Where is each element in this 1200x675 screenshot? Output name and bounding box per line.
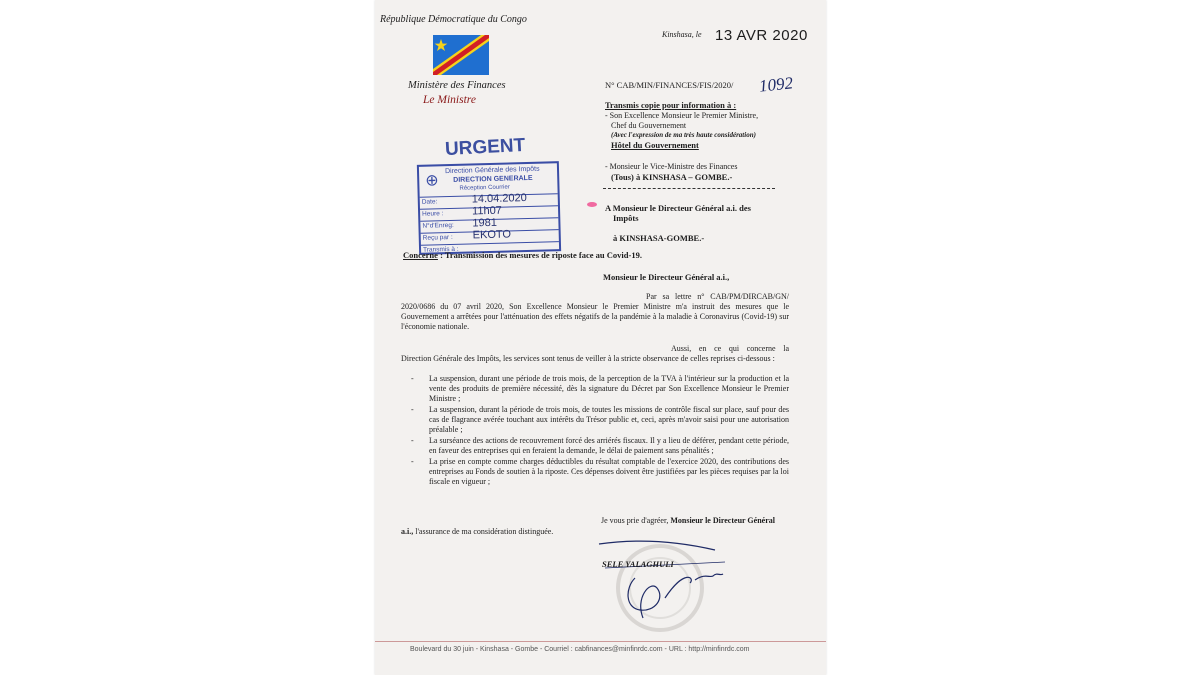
signature-seal-icon (595, 528, 765, 648)
transmis-line: Hôtel du Gouvernement (611, 140, 699, 150)
minister-title: Le Ministre (423, 94, 476, 106)
stamp-dept: DIRECTION GENERALE (453, 174, 533, 184)
separator-line (603, 188, 775, 189)
republic-title: République Démocratique du Congo (380, 14, 527, 25)
footer-address: Boulevard du 30 juin - Kinshasa - Gombe - Courriel : cabfinances@minfinrdc.com - URL : http://minfinrdc.com (410, 646, 750, 653)
footer-divider (375, 641, 826, 642)
stamp-row: N°d'Enreg: 1981 (420, 217, 558, 233)
signatory-name: SELE YALAGHULI (602, 559, 674, 569)
paragraph-1: Par sa lettre n° CAB/PM/DIRCAB/GN/ 2020/0686 du 07 avril 2020, Son Excellence Monsieur le Premier Ministre m'a instruit des mesures que le Gouvernement a arrêtées pour l'atténuation des effets négatifs de la pandémie à la maladie à Coronavirus (Covid-19) sur l'économie nationale. (401, 292, 789, 331)
closing-formula: Je vous prie d'agréer, Monsieur le Directeur Général a.i., l'assurance de ma considération distinguée. (401, 516, 775, 536)
transmis-line: (Avec l'expression de ma très haute considération) (611, 131, 756, 139)
stamp-row: Transmis à : (421, 241, 559, 257)
list-item: - La surséance des actions de recouvrement forcé des arriérés fiscaux. Il y a lieu de déférer, pendant cette période, en faveur des entreprises qui en feraient la demande, le délai de paiement sans pénalités ; (411, 436, 789, 456)
salutation: Monsieur le Directeur Général a.i., (603, 272, 730, 282)
letter-page (375, 0, 826, 675)
transmis-line: - Son Excellence Monsieur le Premier Ministre, (605, 111, 759, 120)
subject-line (403, 250, 642, 260)
reference-prefix: N° CAB/MIN/FINANCES/FIS/2020/ (605, 80, 734, 90)
addressee-line: A Monsieur le Directeur Général a.i. des (605, 203, 751, 213)
ministry-name: Ministère des Finances (408, 80, 506, 91)
stamp-org: Direction Générale des Impôts (444, 165, 540, 176)
drc-flag-icon (433, 35, 489, 75)
measures-list (411, 374, 789, 488)
transmis-line: Chef du Gouvernement (611, 121, 687, 130)
reference-number: 1092 (758, 73, 794, 96)
stamp-row: Reçu par : EKOTO (421, 229, 559, 245)
addressee-line: Impôts (613, 213, 639, 223)
stamp-row: Heure : 11h07 (420, 205, 558, 221)
list-item: - La prise en compte comme charges déductibles du résultat comptable de l'exercice 2020, des contributions des entreprises au Fonds de soutien à la riposte. Ces dépenses doivent être justifiées par les pièces requises par la loi fiscale en vigueur ; (411, 457, 789, 487)
list-item: - La suspension, durant une période de trois mois, de la perception de la TVA à l'intérieur sur la production et la vente des produits de première nécessité, dès la signature du Décret par Son Excellence Monsieur le Premier Ministre ; (411, 374, 789, 404)
reception-stamp (417, 161, 561, 255)
urgent-stamp: URGENT (444, 134, 526, 161)
subject-text: : Transmission des mesures de riposte face au Covid-19. (437, 250, 642, 260)
transmis-line: (Tous) à KINSHASA – GOMBE.- (611, 172, 733, 182)
list-item: - La suspension, durant la période de trois mois, de toutes les missions de contrôle fiscal sur place, sauf pour des cas de flagrance avérée touchant aux intérêts du Trésor public et, ceci, après m'avoir saisi pour une autorisation préalable ; (411, 405, 789, 435)
highlight-mark (587, 202, 597, 207)
transmis-line: - Monsieur le Vice-Ministre des Finances (605, 162, 738, 171)
transmis-heading: Transmis copie pour information à : (605, 100, 737, 110)
dgi-logo-icon: ⊕ (425, 172, 439, 190)
date-city: Kinshasa, le (662, 30, 702, 39)
addressee-line: à KINSHASA-GOMBE.- (613, 233, 705, 243)
subject-label: Concerne (403, 250, 438, 260)
stamp-sub: Réception Courrier (459, 184, 510, 192)
stamp-row: Date: 14.04.2020 (420, 193, 558, 209)
paragraph-2: Aussi, en ce qui concerne la Direction Générale des Impôts, les services sont tenus de veiller à la stricte observance de celles reprises ci-dessous : (401, 344, 789, 363)
letter-date: 13 AVR 2020 (715, 27, 808, 44)
